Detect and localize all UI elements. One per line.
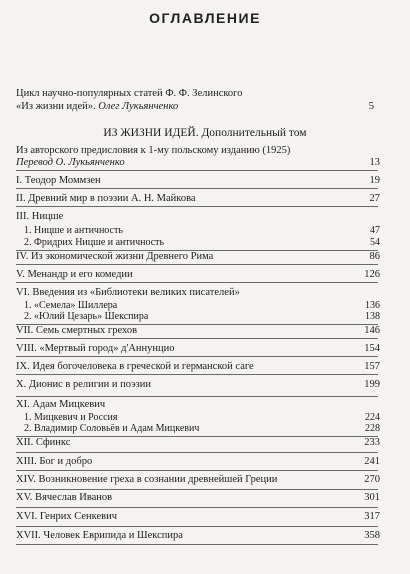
entry-page: 27 bbox=[369, 193, 380, 204]
preface-page-number: 13 bbox=[369, 157, 380, 168]
entry-page: 126 bbox=[364, 269, 380, 280]
entry-page: 54 bbox=[370, 237, 380, 248]
entry-title: 2. «Юлий Цезарь» Шекспира bbox=[24, 311, 149, 322]
intro-author: Олег Лукьянченко bbox=[98, 101, 179, 112]
entry-title: V. Менандр и его комедии bbox=[16, 269, 133, 280]
entry-page: 136 bbox=[365, 300, 380, 311]
entry-title: 1. Мицкевич и Россия bbox=[24, 412, 118, 423]
entry-title: XV. Вячеслав Иванов bbox=[16, 492, 113, 503]
entry-title: XII. Сфинкс bbox=[16, 437, 71, 448]
entry-title: IX. Идея богочеловека в греческой и германской саге bbox=[16, 361, 254, 372]
divider bbox=[16, 374, 378, 375]
entry-title: II. Древний мир в поэзии А. Н. Майкова bbox=[16, 193, 196, 204]
entry-title: IV. Из экономической жизни Древнего Рима bbox=[16, 251, 214, 262]
entry-title: XIII. Бог и добро bbox=[16, 456, 93, 467]
entry-page: 19 bbox=[369, 175, 380, 186]
entry-page: 199 bbox=[364, 379, 380, 390]
entry-title: XIV. Возникновение греха в сознании древнейшей Греции bbox=[16, 474, 278, 485]
divider bbox=[16, 264, 378, 265]
divider bbox=[16, 170, 378, 171]
entry-page: 358 bbox=[364, 530, 380, 541]
entry-page: 138 bbox=[365, 311, 380, 322]
entry-title: XVI. Генрих Сенкевич bbox=[16, 511, 117, 522]
entry-page: 270 bbox=[364, 474, 380, 485]
entry-page: 146 bbox=[364, 325, 380, 336]
entry-title: III. Ницше bbox=[16, 211, 64, 222]
divider bbox=[16, 489, 378, 490]
entry-title: VI. Введения из «Библиотеки великих писателей» bbox=[16, 287, 240, 298]
entry-title: XI. Адам Мицкевич bbox=[16, 399, 106, 410]
intro-title: «Из жизни идей». bbox=[16, 101, 96, 112]
entry-title: 2. Владимир Соловьёв и Адам Мицкевич bbox=[24, 423, 200, 434]
entry-title: X. Дионис в религии и поэзии bbox=[16, 379, 152, 390]
entry-page: 154 bbox=[364, 343, 380, 354]
entry-page: 233 bbox=[364, 437, 380, 448]
entry-title: VII. Семь смертных грехов bbox=[16, 325, 138, 336]
entry-title: 1. Ницше и античность bbox=[24, 225, 123, 236]
entry-page: 157 bbox=[364, 361, 380, 372]
entry-page: 86 bbox=[369, 251, 380, 262]
entry-title: 2. Фридрих Ницше и античность bbox=[24, 237, 165, 248]
intro-line-1: Цикл научно-популярных статей Ф. Ф. Зелинского bbox=[16, 88, 243, 99]
preface-translator: Перевод О. Лукьянченко bbox=[16, 157, 125, 168]
intro-page-number: 5 bbox=[368, 101, 374, 112]
divider bbox=[16, 526, 378, 527]
page-heading: ОГЛАВЛЕНИЕ bbox=[149, 10, 261, 26]
entry-page: 301 bbox=[364, 492, 380, 503]
entry-title: XVII. Человек Еврипида и Шекспира bbox=[16, 530, 183, 541]
entry-page: 228 bbox=[365, 423, 380, 434]
entry-page: 241 bbox=[364, 456, 380, 467]
entry-page: 47 bbox=[370, 225, 380, 236]
entry-title: VIII. «Мертвый город» д'Аннунцио bbox=[16, 343, 175, 354]
intro-line-2 bbox=[16, 100, 178, 113]
section-title: ИЗ ЖИЗНИ ИДЕЙ. Дополнительный том bbox=[103, 127, 307, 139]
divider bbox=[16, 338, 378, 339]
entry-page: 317 bbox=[364, 511, 380, 522]
divider bbox=[16, 452, 378, 453]
entry-title: I. Теодор Моммзен bbox=[16, 175, 101, 186]
divider bbox=[16, 507, 378, 508]
divider bbox=[16, 396, 378, 397]
divider bbox=[16, 470, 378, 471]
divider bbox=[16, 282, 378, 283]
preface-line-1: Из авторского предисловия к 1-му польскому изданию (1925) bbox=[16, 145, 291, 156]
divider bbox=[16, 544, 378, 545]
divider bbox=[16, 188, 378, 189]
entry-page: 224 bbox=[365, 412, 380, 423]
divider bbox=[16, 206, 378, 207]
entry-title: 1. «Семела» Шиллера bbox=[24, 300, 118, 311]
divider bbox=[16, 356, 378, 357]
